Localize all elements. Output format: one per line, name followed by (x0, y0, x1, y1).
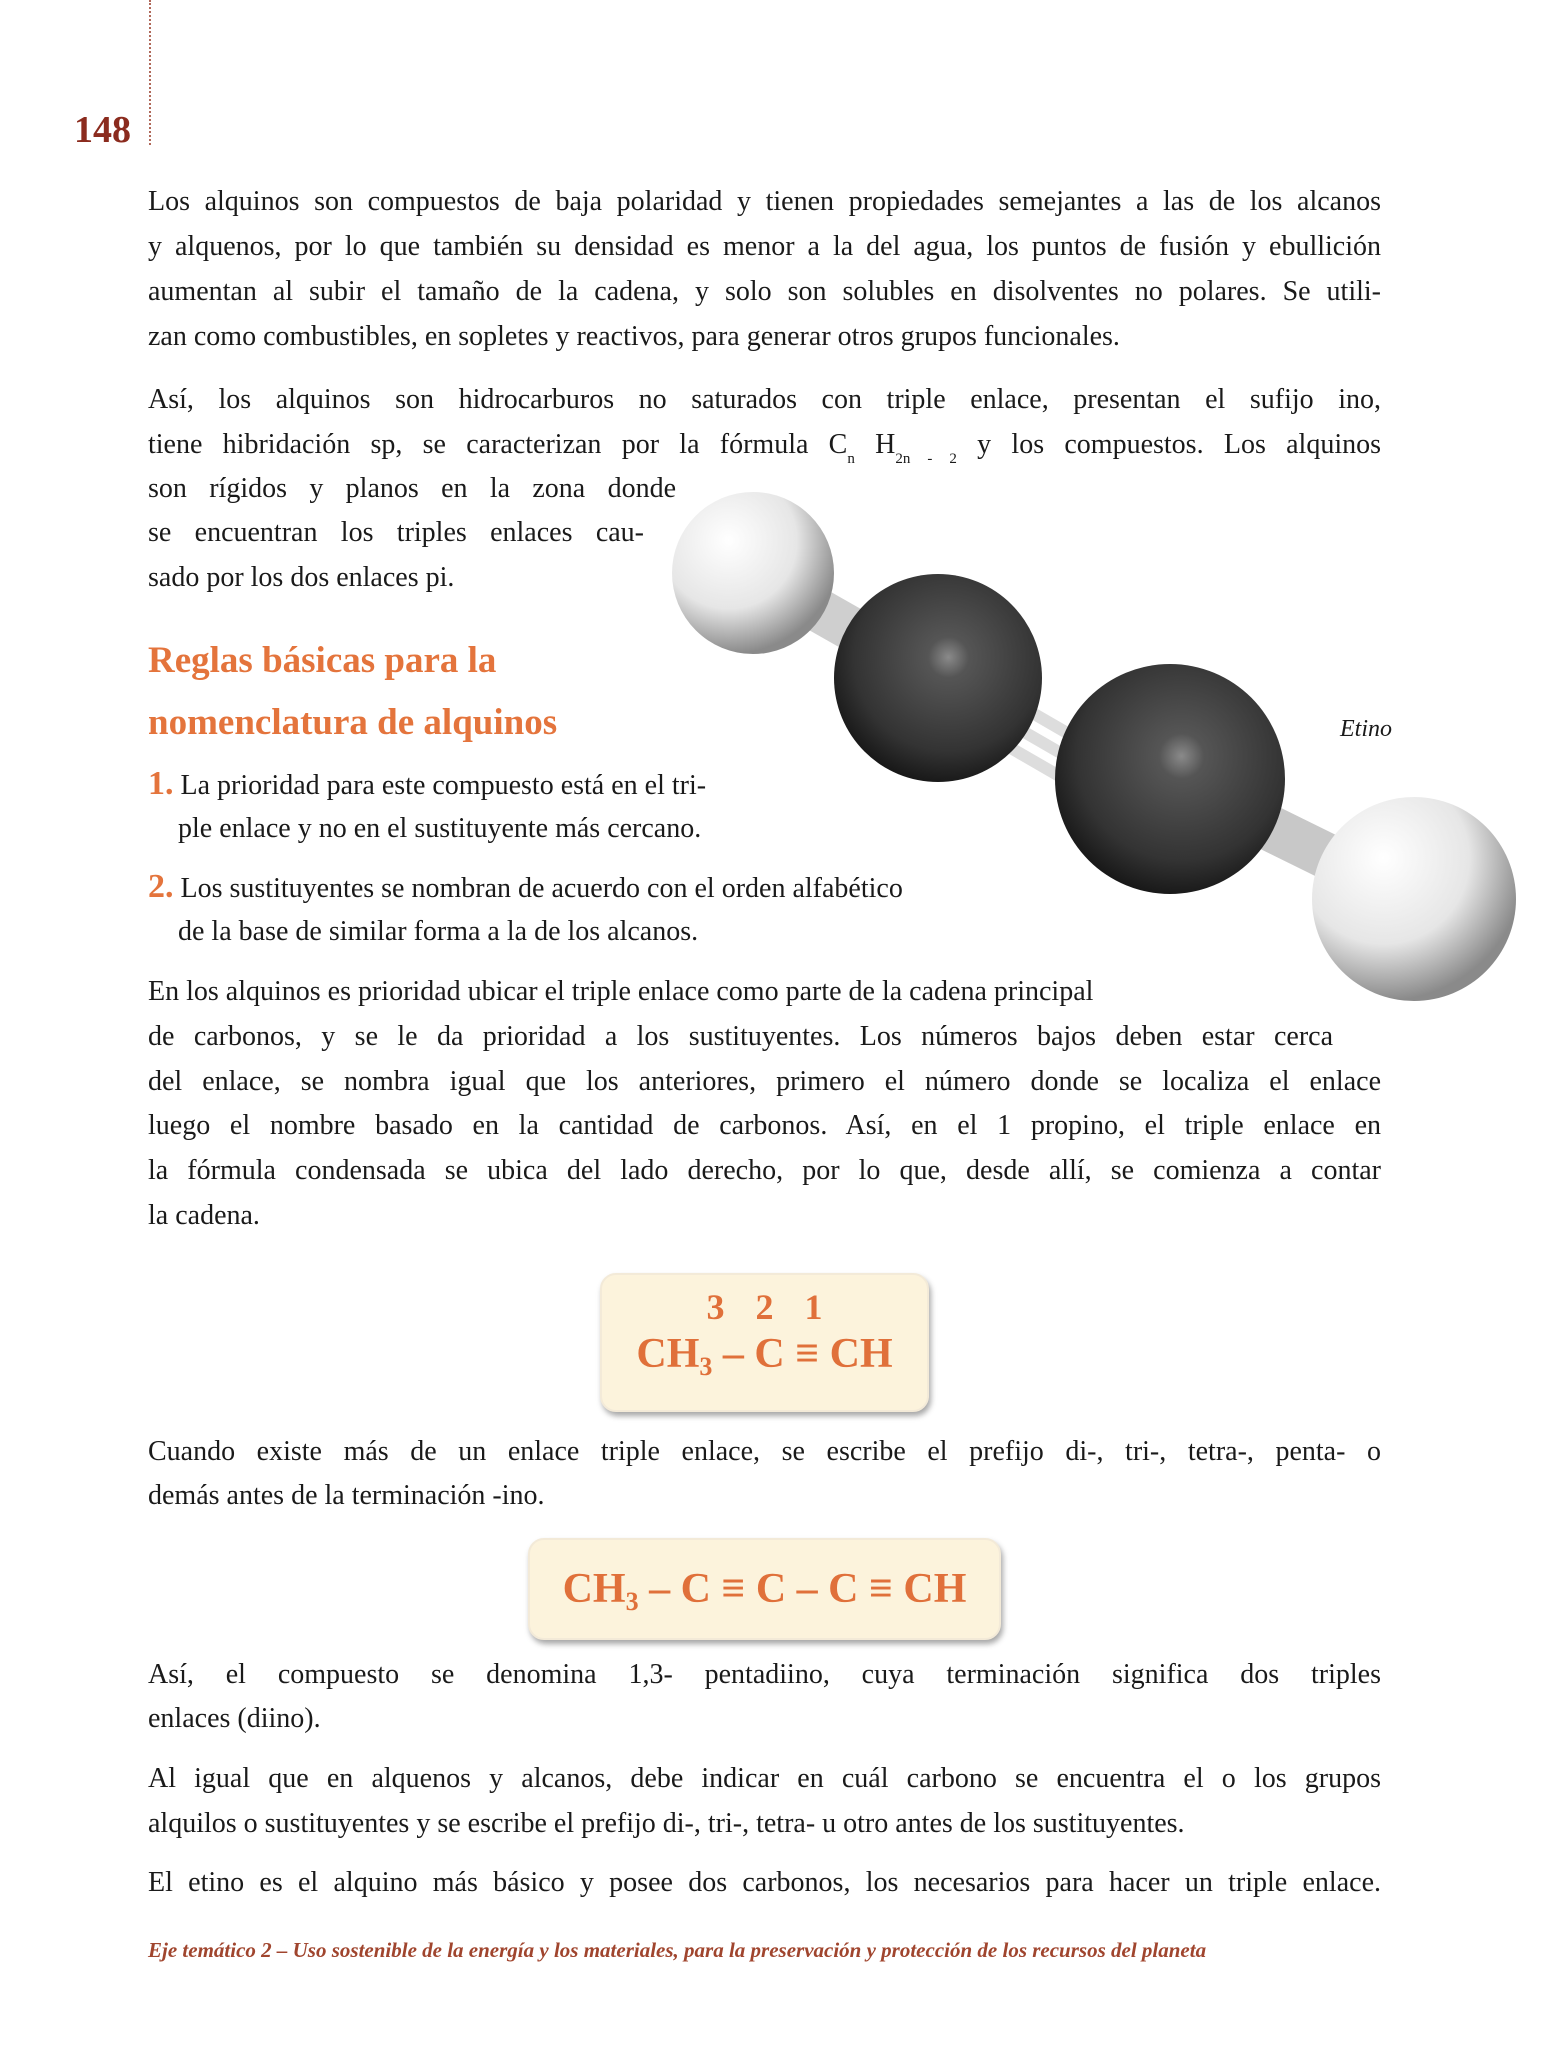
paragraph-2-line: se encuentran los triples enlaces cau- (148, 517, 644, 548)
paragraph-5-line: enlaces (diino). (148, 1703, 321, 1734)
paragraph-2-formula-line (148, 425, 1381, 465)
hydrogen-atom-2 (1312, 797, 1516, 1001)
propyne-formula-box (600, 1273, 929, 1412)
paragraph-3-line: la cadena. (148, 1200, 260, 1231)
rule-1 (148, 764, 706, 804)
formula-part: CH (562, 1566, 626, 1612)
rule-text: La prioridad para este compuesto está en el tri- (180, 770, 707, 801)
carbon-numbering: 3 2 1 (706, 1287, 823, 1327)
paragraph-6-line: alquilos o sustituyentes y se escribe el prefijo di-, tri-, tetra- u otro antes de los sustituyentes. (148, 1808, 1185, 1839)
paragraph-5-line: Así, el compuesto se denomina 1,3- pentadiino, cuya terminación significa dos triples (148, 1659, 1381, 1690)
formula-subscript: 3 (625, 1587, 639, 1616)
formula-part: – C ≡ C – C ≡ CH (638, 1566, 967, 1612)
page-number: 148 (74, 109, 131, 151)
paragraph-1-line: zan como combustibles, en sopletes y reactivos, para generar otros grupos funcionales. (148, 321, 1120, 352)
pentadiyne-formula-box (528, 1538, 1001, 1640)
formula-part: CH (636, 1331, 700, 1377)
rule-2-line: de la base de similar forma a la de los alcanos. (178, 916, 699, 947)
pentadiyne-formula (530, 1540, 999, 1638)
text: y los compuestos. Los alquinos (956, 429, 1381, 460)
propyne-formula (602, 1327, 927, 1381)
text: tiene hibridación sp, se caracterizan por la fórmula C (148, 429, 848, 460)
paragraph-1-line: y alquenos, por lo que también su densidad es menor a la del agua, los puntos de fusión y ebullición (148, 231, 1381, 262)
text: H (854, 429, 896, 460)
paragraph-3-line: En los alquinos es prioridad ubicar el triple enlace como parte de la cadena principal (148, 976, 1094, 1007)
paragraph-3-line: de carbonos, y se le da prioridad a los sustituyentes. Los números bajos deben estar cerca (148, 1021, 1333, 1052)
paragraph-3-line: del enlace, se nombra igual que los anteriores, primero el número donde se localiza el enlace (148, 1066, 1381, 1097)
paragraph-6-line: Al igual que en alquenos y alcanos, debe indicar en cuál carbono se encuentra el o los grupos (148, 1763, 1381, 1794)
carbon-atom-1 (834, 574, 1042, 782)
formula-subscript: 3 (699, 1352, 713, 1381)
paragraph-2-line: son rígidos y planos en la zona donde (148, 473, 676, 504)
rule-number: 1. (148, 765, 174, 802)
paragraph-1-line: Los alquinos son compuestos de baja polaridad y tienen propiedades semejantes a las de los alcanos (148, 186, 1381, 217)
paragraph-2-line: Así, los alquinos son hidrocarburos no saturados con triple enlace, presentan el sufijo ino, (148, 384, 1381, 415)
carbon-atom-2 (1055, 664, 1285, 894)
paragraph-3-line: la fórmula condensada se ubica del lado derecho, por lo que, desde allí, se comienza a contar (148, 1155, 1381, 1186)
section-heading: Reglas básicas para la (148, 640, 497, 681)
paragraph-1-line: aumentan al subir el tamaño de la cadena, y solo son solubles en disolventes no polares. Se utili- (148, 276, 1381, 307)
section-heading: nomenclatura de alquinos (148, 702, 558, 743)
figure-caption: Etino (1340, 716, 1392, 742)
rule-text: Los sustituyentes se nombran de acuerdo con el orden alfabético (180, 873, 903, 904)
rule-2 (148, 867, 903, 907)
paragraph-2-line: sado por los dos enlaces pi. (148, 562, 455, 593)
rule-1-line: ple enlace y no en el sustituyente más cercano. (178, 813, 702, 844)
subscript: n (847, 451, 855, 465)
footer-running-title: Eje temático 2 – Uso sostenible de la energía y los materiales, para la preservación y protección de los recursos del planeta (148, 1938, 1207, 1962)
paragraph-4-line: demás antes de la terminación -ino. (148, 1480, 545, 1511)
rule-number: 2. (148, 868, 174, 905)
formula-part: – C ≡ CH (712, 1331, 893, 1377)
paragraph-4-line: Cuando existe más de un enlace triple enlace, se escribe el prefijo di-, tri-, tetra-, penta- o (148, 1436, 1381, 1467)
paragraph-3-line: luego el nombre basado en la cantidad de carbonos. Así, en el 1 propino, el triple enlace en (148, 1110, 1381, 1141)
hydrogen-atom-1 (672, 492, 834, 654)
subscript: 2n - 2 (895, 451, 957, 465)
paragraph-7-line: El etino es el alquino más básico y posee dos carbonos, los necesarios para hacer un triple enlace. (148, 1867, 1381, 1898)
